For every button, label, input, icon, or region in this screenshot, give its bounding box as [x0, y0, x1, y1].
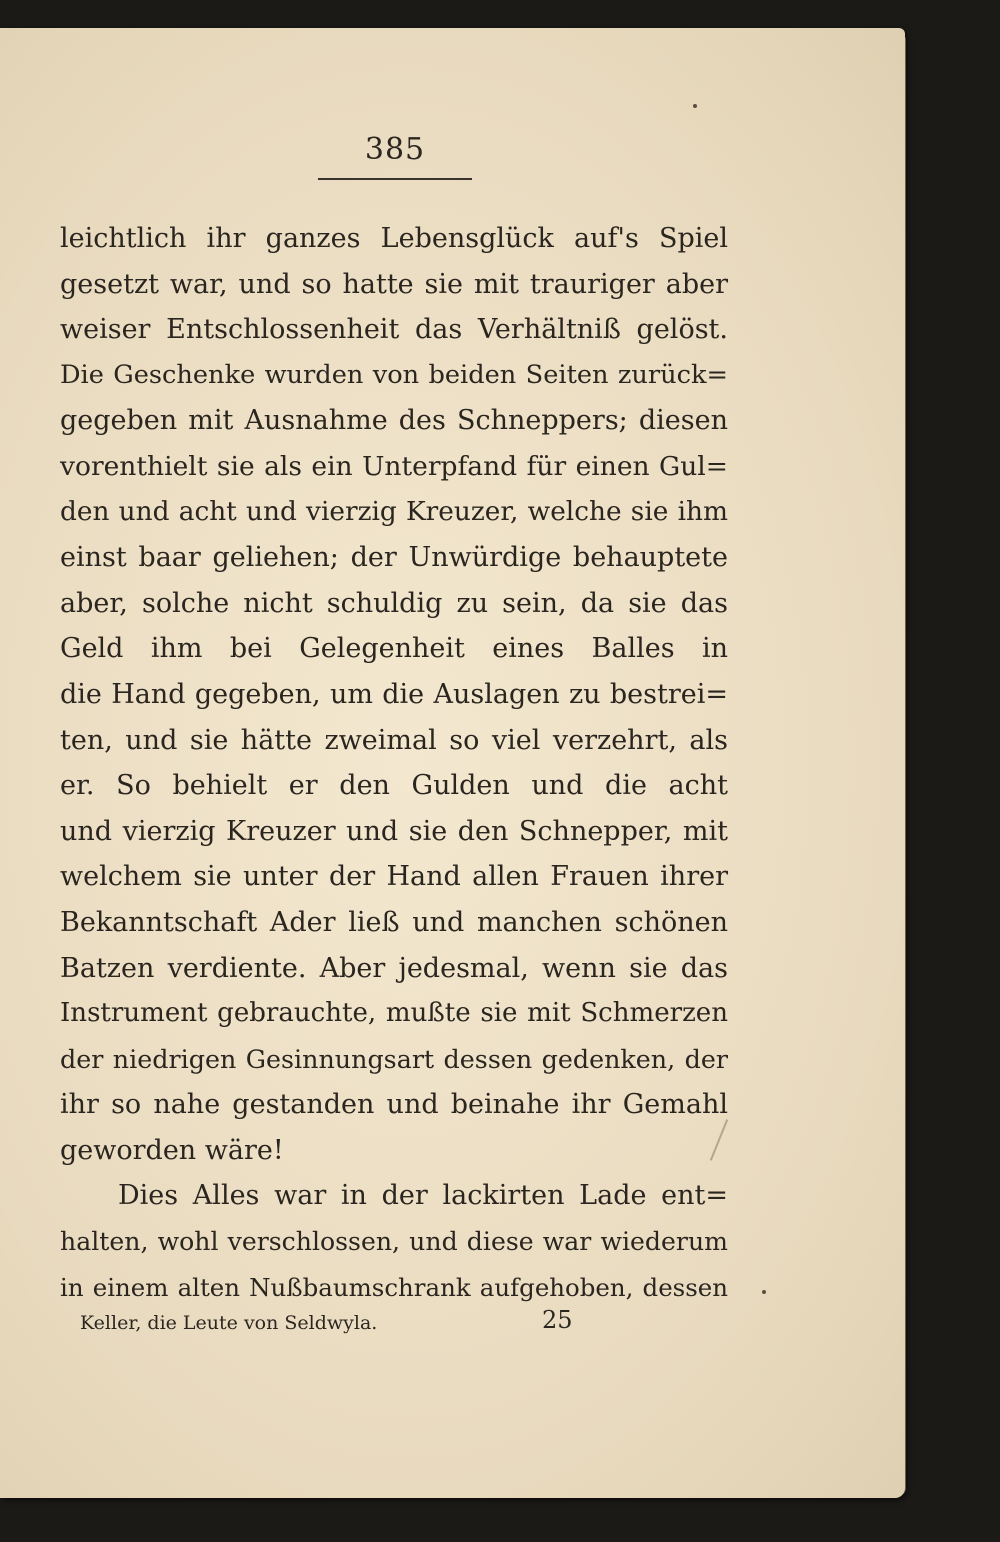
- text-line: Dies Alles war in der lackirten Lade ent=: [118, 1180, 728, 1212]
- text-line: halten, wohl verschlossen, und diese war wiederum: [60, 1227, 728, 1257]
- text-line: ten, und sie hätte zweimal so viel verzehrt, als: [60, 724, 728, 756]
- text-line: Batzen verdiente. Aber jedesmal, wenn sie das: [60, 952, 728, 984]
- paper-speck: [762, 1290, 766, 1294]
- text-line: ihr so nahe gestanden und beinahe ihr Gemahl: [60, 1089, 728, 1121]
- text-line: gesetzt war, und so hatte sie mit trauriger aber: [60, 268, 728, 300]
- text-line: geworden wäre!: [60, 1134, 284, 1166]
- text-line: Bekanntschaft Ader ließ und manchen schönen: [60, 906, 728, 938]
- footer-book-title: Keller, die Leute von Seldwyla.: [80, 1312, 378, 1334]
- text-line: er. So behielt er den Gulden und die acht: [60, 770, 728, 802]
- text-line: die Hand gegeben, um die Auslagen zu bestrei=: [60, 678, 728, 710]
- header-rule: [318, 178, 472, 180]
- text-line: leichtlich ihr ganzes Lebensglück auf's Spiel: [60, 223, 728, 254]
- text-line: vorenthielt sie als ein Unterpfand für einen Gul=: [60, 450, 728, 482]
- text-line: Instrument gebrauchte, mußte sie mit Schmerzen: [60, 998, 728, 1029]
- paper-speck: [693, 104, 697, 108]
- text-line: einst baar geliehen; der Unwürdige behauptete: [60, 542, 728, 574]
- body-text: [60, 216, 728, 1310]
- signature-mark: 25: [542, 1306, 573, 1334]
- text-line: und vierzig Kreuzer und sie den Schnepper, mit: [60, 815, 728, 847]
- text-line: in einem alten Nußbaumschrank aufgehoben, dessen: [60, 1272, 728, 1302]
- text-line: welchem sie unter der Hand allen Frauen ihrer: [60, 861, 728, 893]
- text-line: Geld ihm bei Gelegenheit eines Balles in: [60, 633, 728, 665]
- text-line: Die Geschenke wurden von beiden Seiten zurück=: [60, 359, 728, 390]
- text-line: gegeben mit Ausnahme des Schneppers; diesen: [60, 405, 728, 437]
- text-line: weiser Entschlossenheit das Verhältniß gelöst.: [60, 314, 728, 346]
- page-number: 385: [364, 132, 426, 167]
- text-line: den und acht und vierzig Kreuzer, welche sie ihm: [60, 496, 728, 527]
- text-line: der niedrigen Gesinnungsart dessen gedenken, der: [60, 1043, 728, 1074]
- text-line: aber, solche nicht schuldig zu sein, da sie das: [60, 587, 728, 619]
- page-footer: [80, 1306, 580, 1336]
